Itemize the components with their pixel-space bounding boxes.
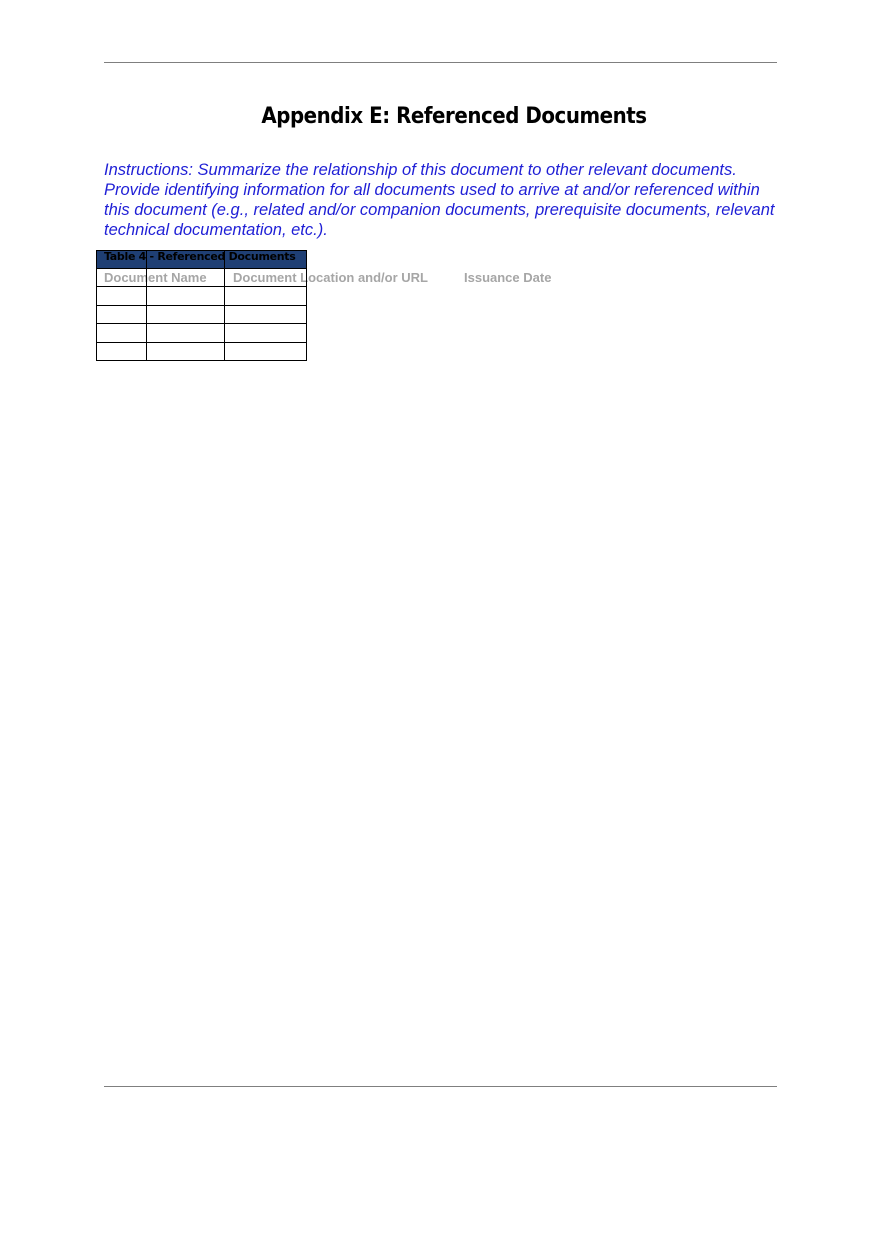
table-border-bottom <box>96 360 307 361</box>
table-row-divider <box>96 323 307 324</box>
instructions-text: Instructions: Summarize the relationship of this document to other relevant documents. Provide identifying information for all documents used to arrive at and/or referenced within this document (e.g., related and/or companion documents, prerequisite documents, relevant technical documentation, etc.). <box>104 161 775 239</box>
column-header-issuance-date: Issuance Date <box>464 270 552 285</box>
table-row-divider <box>96 268 307 269</box>
column-header-document-name: Document Name <box>104 270 207 285</box>
table-row-divider <box>96 286 307 287</box>
table-header-row <box>104 270 551 285</box>
table-caption: Table 4 - Referenced Documents <box>104 250 296 263</box>
footer-rule <box>104 1086 777 1087</box>
header-rule <box>104 62 777 63</box>
referenced-documents-table <box>96 250 552 361</box>
table-row-divider <box>96 342 307 343</box>
table-row-divider <box>96 305 307 306</box>
page-title: Appendix E: Referenced Documents <box>261 104 647 129</box>
column-header-document-location: Document Location and/or URL <box>233 270 428 285</box>
table-grid <box>96 250 552 361</box>
